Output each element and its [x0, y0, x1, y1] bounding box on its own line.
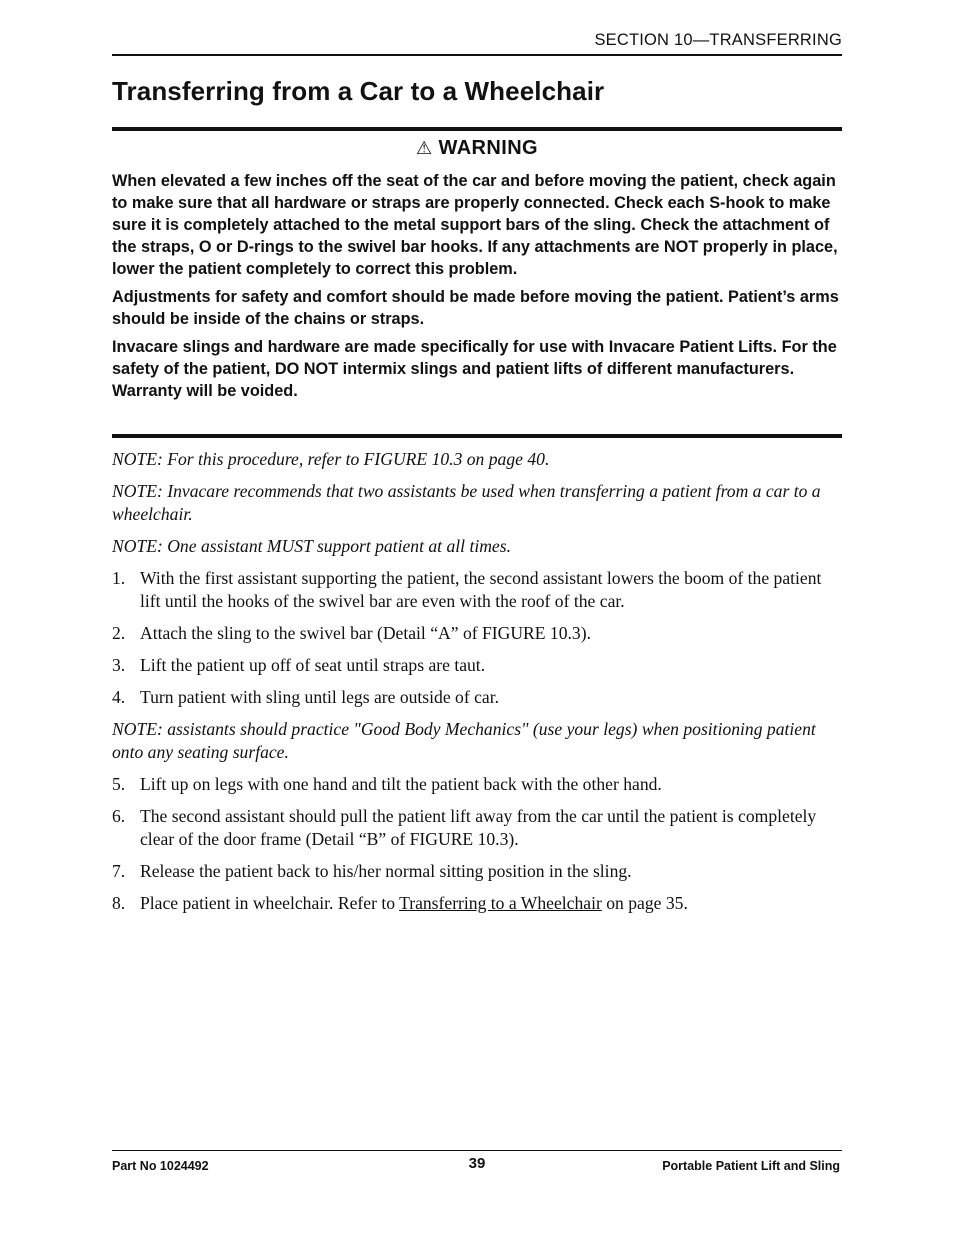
step-text: Lift the patient up off of seat until straps are taut. — [140, 655, 486, 675]
step-number: 7. — [112, 861, 126, 881]
step-item — [112, 686, 842, 709]
step-number: 1. — [112, 568, 126, 588]
step-item — [112, 805, 842, 851]
step-number: 6. — [112, 806, 126, 826]
note: NOTE: Invacare recommends that two assistants be used when transferring a patient from a car to a wheelchair. — [112, 481, 821, 524]
note: NOTE: One assistant MUST support patient at all times. — [112, 536, 511, 556]
step-text: With the first assistant supporting the patient, the second assistant lowers the boom of the patient lift until the hooks of the swivel bar are even with the roof of the car. — [140, 568, 822, 611]
step-text-before: Place patient in wheelchair. Refer to — [140, 893, 400, 913]
step-number: 4. — [112, 687, 126, 707]
page-number: 39 — [468, 1155, 486, 1172]
steps-list — [112, 773, 842, 915]
part-number: Part No 1024492 — [112, 1159, 209, 1173]
steps-list — [112, 567, 842, 709]
step-item — [112, 654, 842, 677]
step-text: Turn patient with sling until legs are outside of car. — [140, 687, 499, 707]
step-item — [112, 622, 842, 645]
step-text: The second assistant should pull the patient lift away from the car until the patient is completely clear of the door frame (Detail “B” of FIGURE 10.3). — [140, 806, 817, 849]
step-number: 8. — [112, 893, 126, 913]
step-text: Lift up on legs with one hand and tilt the patient back with the other hand. — [140, 774, 662, 794]
warning-body — [112, 170, 842, 408]
warning-paragraph: Adjustments for safety and comfort should be made before moving the patient. Patient’s arms should be inside of the chains or straps. — [112, 288, 839, 328]
product-name: Portable Patient Lift and Sling — [662, 1159, 840, 1173]
step-item — [112, 860, 842, 883]
step-item — [112, 892, 842, 915]
header-rule — [112, 54, 842, 56]
note: NOTE: For this procedure, refer to FIGURE 10.3 on page 40. — [112, 449, 550, 469]
step-number: 2. — [112, 623, 126, 643]
section-header: SECTION 10—TRANSFERRING — [594, 31, 842, 49]
step-text: Release the patient back to his/her normal sitting position in the sling. — [140, 861, 632, 881]
warning-label: WARNING — [438, 137, 538, 159]
step-number: 5. — [112, 774, 126, 794]
step-number: 3. — [112, 655, 126, 675]
manual-page — [112, 0, 842, 1235]
step-item — [112, 567, 842, 613]
warning-rule-top — [112, 127, 842, 131]
warning-paragraph: Invacare slings and hardware are made specifically for use with Invacare Patient Lifts. For the safety of the patient, DO NOT intermix slings and patient lifts of different manufacturers. Warranty will be voided. — [112, 338, 837, 400]
step-text: Attach the sling to the swivel bar (Detail “A” of FIGURE 10.3). — [140, 623, 591, 643]
page-title: Transferring from a Car to a Wheelchair — [112, 76, 605, 106]
step-text-after: on page 35. — [601, 893, 688, 913]
warning-triangle-icon: ⚠ — [415, 138, 433, 158]
warning-paragraph: When elevated a few inches off the seat of the car and before moving the patient, check again to make sure that all hardware or straps are properly connected. Check each S-hook to make sure it is completely attached to the metal support bars of the sling. Check the attachment of the straps, O or D-rings to the swivel bar hooks. If any attachments are NOT properly in place, lower the patient completely to correct this problem. — [112, 172, 838, 278]
step-item — [112, 773, 842, 796]
footer-rule — [112, 1150, 842, 1151]
note: NOTE: assistants should practice "Good Body Mechanics" (use your legs) when positioning patient onto any seating surface. — [112, 719, 816, 762]
procedure-content — [112, 448, 842, 924]
cross-reference-link[interactable]: Transferring to a Wheelchair — [399, 893, 602, 913]
warning-heading — [112, 137, 842, 160]
warning-rule-bottom — [112, 434, 842, 438]
